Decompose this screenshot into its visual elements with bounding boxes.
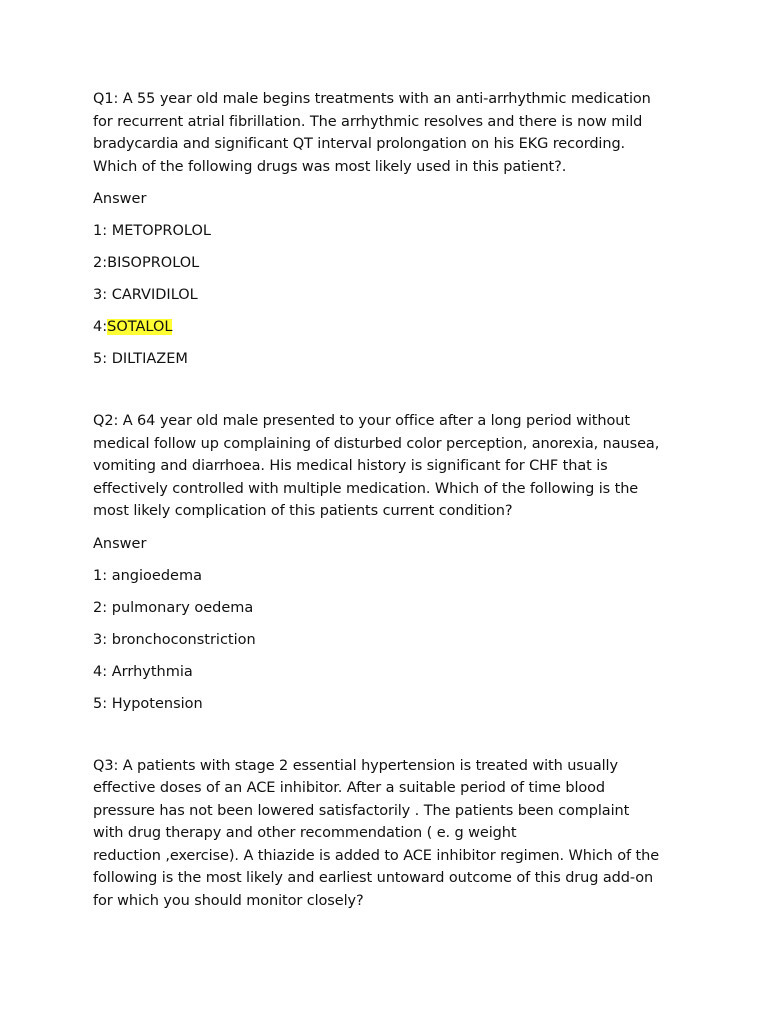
question-1-option-5 <box>93 348 708 370</box>
option-prefix: 3: <box>93 631 112 648</box>
question-1-option-4 <box>93 316 708 338</box>
question-1-option-1 <box>93 220 708 242</box>
question-2-line-1: Q2: A 64 year old male presented to your office after a long period without <box>93 413 630 429</box>
option-prefix: 1: <box>93 567 112 584</box>
highlighted-answer: SOTALOL <box>107 319 173 335</box>
option-prefix: 3: <box>93 287 112 303</box>
question-1-option-3 <box>93 284 708 306</box>
question-1-option-2 <box>93 252 708 274</box>
question-1-line-2: for recurrent atrial fibrillation. The arrhythmic resolves and there is now mild <box>93 113 643 130</box>
question-2-option-3 <box>93 629 708 651</box>
question-3-line-1: Q3: A patients with stage 2 essential hypertension is treated with usually <box>93 757 618 774</box>
question-3 <box>93 755 708 913</box>
question-2-line-4: effectively controlled with multiple medication. Which of the following is the <box>93 480 639 497</box>
option-text: BISOPROLOL <box>107 255 200 271</box>
option-prefix: 2: <box>93 255 108 271</box>
question-1 <box>93 88 708 370</box>
question-3-text <box>93 755 708 913</box>
question-2-answer-label: Answer <box>93 535 147 552</box>
question-2-option-5 <box>93 693 708 715</box>
option-text: CARVIDILOL <box>111 287 198 303</box>
question-3-line-2: effective doses of an ACE inhibitor. After a suitable period of time blood <box>93 780 606 796</box>
question-3-line-5: reduction ,exercise). A thiazide is added to ACE inhibitor regimen. Which of the <box>93 847 660 864</box>
question-2-text <box>93 410 708 523</box>
question-1-answer-label: Answer <box>93 191 147 207</box>
question-2 <box>93 410 708 715</box>
question-1-text <box>93 88 708 178</box>
option-text: METOPROLOL <box>111 223 211 239</box>
option-prefix: 4: <box>93 663 112 680</box>
option-text: angioedema <box>111 567 202 584</box>
question-1-line-4: Which of the following drugs was most likely used in this patient?. <box>93 158 567 175</box>
question-2-line-5: most likely complication of this patients current condition? <box>93 503 513 519</box>
option-prefix: 1: <box>93 223 112 239</box>
option-text: bronchoconstriction <box>111 631 256 648</box>
question-1-line-3: bradycardia and significant QT interval prolongation on his EKG recording. <box>93 136 626 152</box>
option-text: Arrhythmia <box>111 663 193 680</box>
question-3-line-4: with drug therapy and other recommendation ( e. g weight <box>93 825 517 841</box>
option-text: Hypotension <box>111 695 203 712</box>
option-text: DILTIAZEM <box>111 351 188 367</box>
question-3-line-6: following is the most likely and earliest untoward outcome of this drug add-on <box>93 870 654 886</box>
question-1-line-1: Q1: A 55 year old male begins treatments with an anti-arrhythmic medication <box>93 91 651 107</box>
question-2-line-3: vomiting and diarrhoea. His medical history is significant for CHF that is <box>93 458 608 474</box>
question-3-line-7: for which you should monitor closely? <box>93 892 364 909</box>
question-1-options <box>93 220 708 370</box>
question-2-line-2: medical follow up complaining of disturbed color perception, anorexia, nausea, <box>93 435 660 452</box>
question-2-option-2 <box>93 597 708 619</box>
question-2-option-4 <box>93 661 708 683</box>
option-prefix: 2: <box>93 599 112 616</box>
question-3-line-3: pressure has not been lowered satisfactorily . The patients been complaint <box>93 802 630 819</box>
option-text: pulmonary oedema <box>111 599 254 616</box>
option-prefix: 4: <box>93 319 108 335</box>
question-2-options <box>93 565 708 715</box>
question-2-option-1 <box>93 565 708 587</box>
option-prefix: 5: <box>93 351 112 367</box>
option-prefix: 5: <box>93 695 112 712</box>
